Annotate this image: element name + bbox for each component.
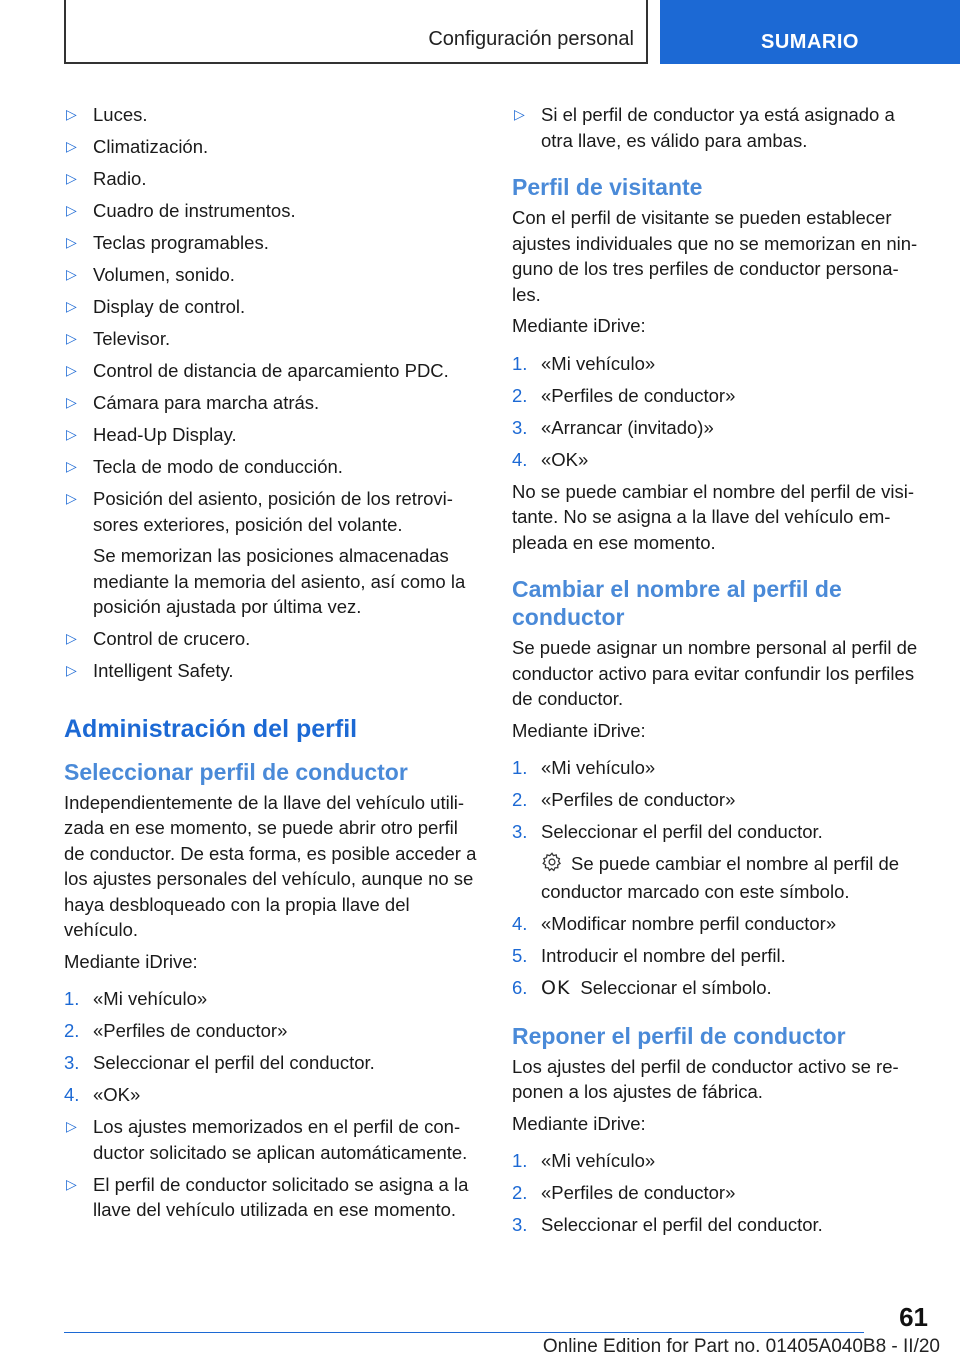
ok-icon: OK (541, 977, 571, 1000)
triangle-bullet-icon: ▷ (66, 138, 77, 154)
list-item: ▷ Climatización. (64, 134, 480, 160)
list-item: 2. «Perfiles de conductor» (512, 1182, 736, 1204)
list-item: ▷ Cámara para marcha atrás. (64, 390, 480, 416)
left-column (64, 102, 480, 1229)
list-item: 4. «OK» (64, 1084, 141, 1105)
subsection-heading: Perfil de visitante (512, 174, 703, 200)
list-item: ▷ Teclas programables. (64, 230, 480, 256)
list-item: ▷ Los ajustes memorizados en el perfil de con‐ ductor solicitado se aplican automáticamente. (66, 1116, 468, 1163)
contents-tab[interactable]: SUMARIO (660, 0, 960, 64)
list-item: ▷ Control de distancia de aparcamiento PDC. (64, 358, 480, 384)
triangle-bullet-icon: ▷ (66, 266, 77, 282)
list-item: ▷ Radio. (64, 166, 480, 192)
list-item: ▷ Intelligent Safety. (64, 658, 480, 684)
paragraph: Se puede asignar un nombre personal al perfil de conductor activo para evitar confundir los perfiles de conductor. (512, 637, 918, 709)
list-item: 1. «Mi vehículo» (64, 988, 208, 1009)
list-item: 2. «Perfiles de conductor» (512, 384, 736, 406)
footer-edition: Online Edition for Part no. 01405A040B8 - II/20 (542, 1336, 940, 1357)
triangle-bullet-icon: ▷ (66, 1118, 77, 1134)
rename-note: Se puede cambiar el nombre al perfil de conductor marcado con este símbolo. (541, 851, 928, 905)
triangle-bullet-icon: ▷ (66, 202, 77, 218)
triangle-bullet-icon: ▷ (66, 234, 77, 250)
list-item: 6. OK Seleccionar el símbolo. (512, 975, 928, 1002)
list-item: ▷ Posición del asiento, posición de los retrovi‐ sores exteriores, posición del volante. Se memorizan las posiciones almacenadas mediante la memoria del asiento, así como la posición ajustada por última vez. (64, 486, 480, 620)
gear-icon (541, 851, 563, 880)
list-item: 3. «Arrancar (invitado)» (512, 416, 714, 438)
triangle-bullet-icon: ▷ (66, 394, 77, 410)
list-item: 2. «Perfiles de conductor» (512, 789, 736, 810)
seat-note: Se memorizan las posiciones almacenadas mediante la memoria del asiento, así como la posición ajustada por última vez. (93, 545, 466, 617)
list-item: 3. Seleccionar el perfil del conductor. Se puede cambiar el nombre al perfil de conductor marcado con este símbolo. (512, 819, 928, 905)
paragraph: Mediante iDrive: (512, 315, 646, 336)
list-item: ▷ El perfil de conductor solicitado se asigna a la llave del vehículo utilizada en ese momento. (66, 1173, 469, 1220)
list-item: ▷ Tecla de modo de conducción. (64, 454, 480, 480)
paragraph: Con el perfil de visitante se pueden establecer ajustes individuales que no se memorizan en nin‐ guno de los tres perfiles de conductor persona‐ les. (512, 207, 918, 305)
list-item: 4. «Modificar nombre perfil conductor» (512, 913, 837, 934)
list-item: 4. «OK» (512, 448, 589, 470)
list-item: 5. Introducir el nombre del perfil. (512, 945, 786, 966)
triangle-bullet-icon: ▷ (66, 490, 77, 506)
subsection-heading: Cambiar el nombre al perfil de conductor (512, 576, 842, 630)
footer-divider (64, 1332, 864, 1333)
triangle-bullet-icon: ▷ (66, 662, 77, 678)
triangle-bullet-icon: ▷ (66, 170, 77, 186)
paragraph: Mediante iDrive: (512, 1112, 646, 1134)
triangle-bullet-icon: ▷ (66, 106, 77, 122)
triangle-bullet-icon: ▷ (514, 106, 525, 122)
triangle-bullet-icon: ▷ (66, 630, 77, 646)
list-item: ▷ Luces. (64, 102, 480, 128)
list-item: 1. «Mi vehículo» (512, 757, 656, 778)
subsection-heading: Reponer el perfil de conductor (512, 1022, 846, 1049)
list-item: 3. Seleccionar el perfil del conductor. (512, 1214, 823, 1236)
paragraph: Mediante iDrive: (512, 719, 646, 741)
subsection-heading: Seleccionar perfil de conductor (64, 758, 408, 785)
list-item: 1. «Mi vehículo» (512, 352, 656, 374)
list-item: 3. Seleccionar el perfil del conductor. (64, 1052, 375, 1073)
paragraph: Los ajustes del perfil de conductor activo se re‐ ponen a los ajustes de fábrica. (512, 1055, 899, 1103)
list-item: ▷ Head-Up Display. (64, 422, 480, 448)
chapter-title: Configuración personal (428, 28, 634, 50)
paragraph: Mediante iDrive: (64, 950, 198, 972)
list-item: ▷ Volumen, sonido. (64, 262, 480, 288)
triangle-bullet-icon: ▷ (66, 458, 77, 474)
triangle-bullet-icon: ▷ (66, 362, 77, 378)
triangle-bullet-icon: ▷ (66, 330, 77, 346)
paragraph: Independientemente de la llave del vehículo utili‐ zada en ese momento, se puede abrir otro perfil de conductor. De esta forma, es posible acceder a los ajustes personales del vehículo, aunque no se haya desbloqueado con la propia llave del vehículo. (64, 791, 477, 940)
right-column (512, 102, 928, 1244)
triangle-bullet-icon: ▷ (66, 298, 77, 314)
list-item: ▷ Control de crucero. (64, 626, 480, 652)
settings-list (64, 102, 480, 684)
page-header (0, 0, 960, 66)
triangle-bullet-icon: ▷ (66, 426, 77, 442)
list-item: ▷ Si el perfil de conductor ya está asignado a otra llave, es válido para ambas. (514, 104, 895, 151)
list-item: ▷ Display de control. (64, 294, 480, 320)
section-heading: Administración del perfil (64, 714, 358, 743)
triangle-bullet-icon: ▷ (66, 1175, 77, 1192)
list-item: ▷ Televisor. (64, 326, 480, 352)
paragraph: No se puede cambiar el nombre del perfil de visi‐ tante. No se asigna a la llave del vehículo em‐ pleada en ese momento. (512, 480, 915, 553)
list-item: 2. «Perfiles de conductor» (64, 1020, 288, 1041)
page-number: 61 (899, 1302, 928, 1332)
list-item: ▷ Cuadro de instrumentos. (64, 198, 480, 224)
header-frame (64, 0, 648, 64)
list-item: 1. «Mi vehículo» (512, 1150, 656, 1172)
